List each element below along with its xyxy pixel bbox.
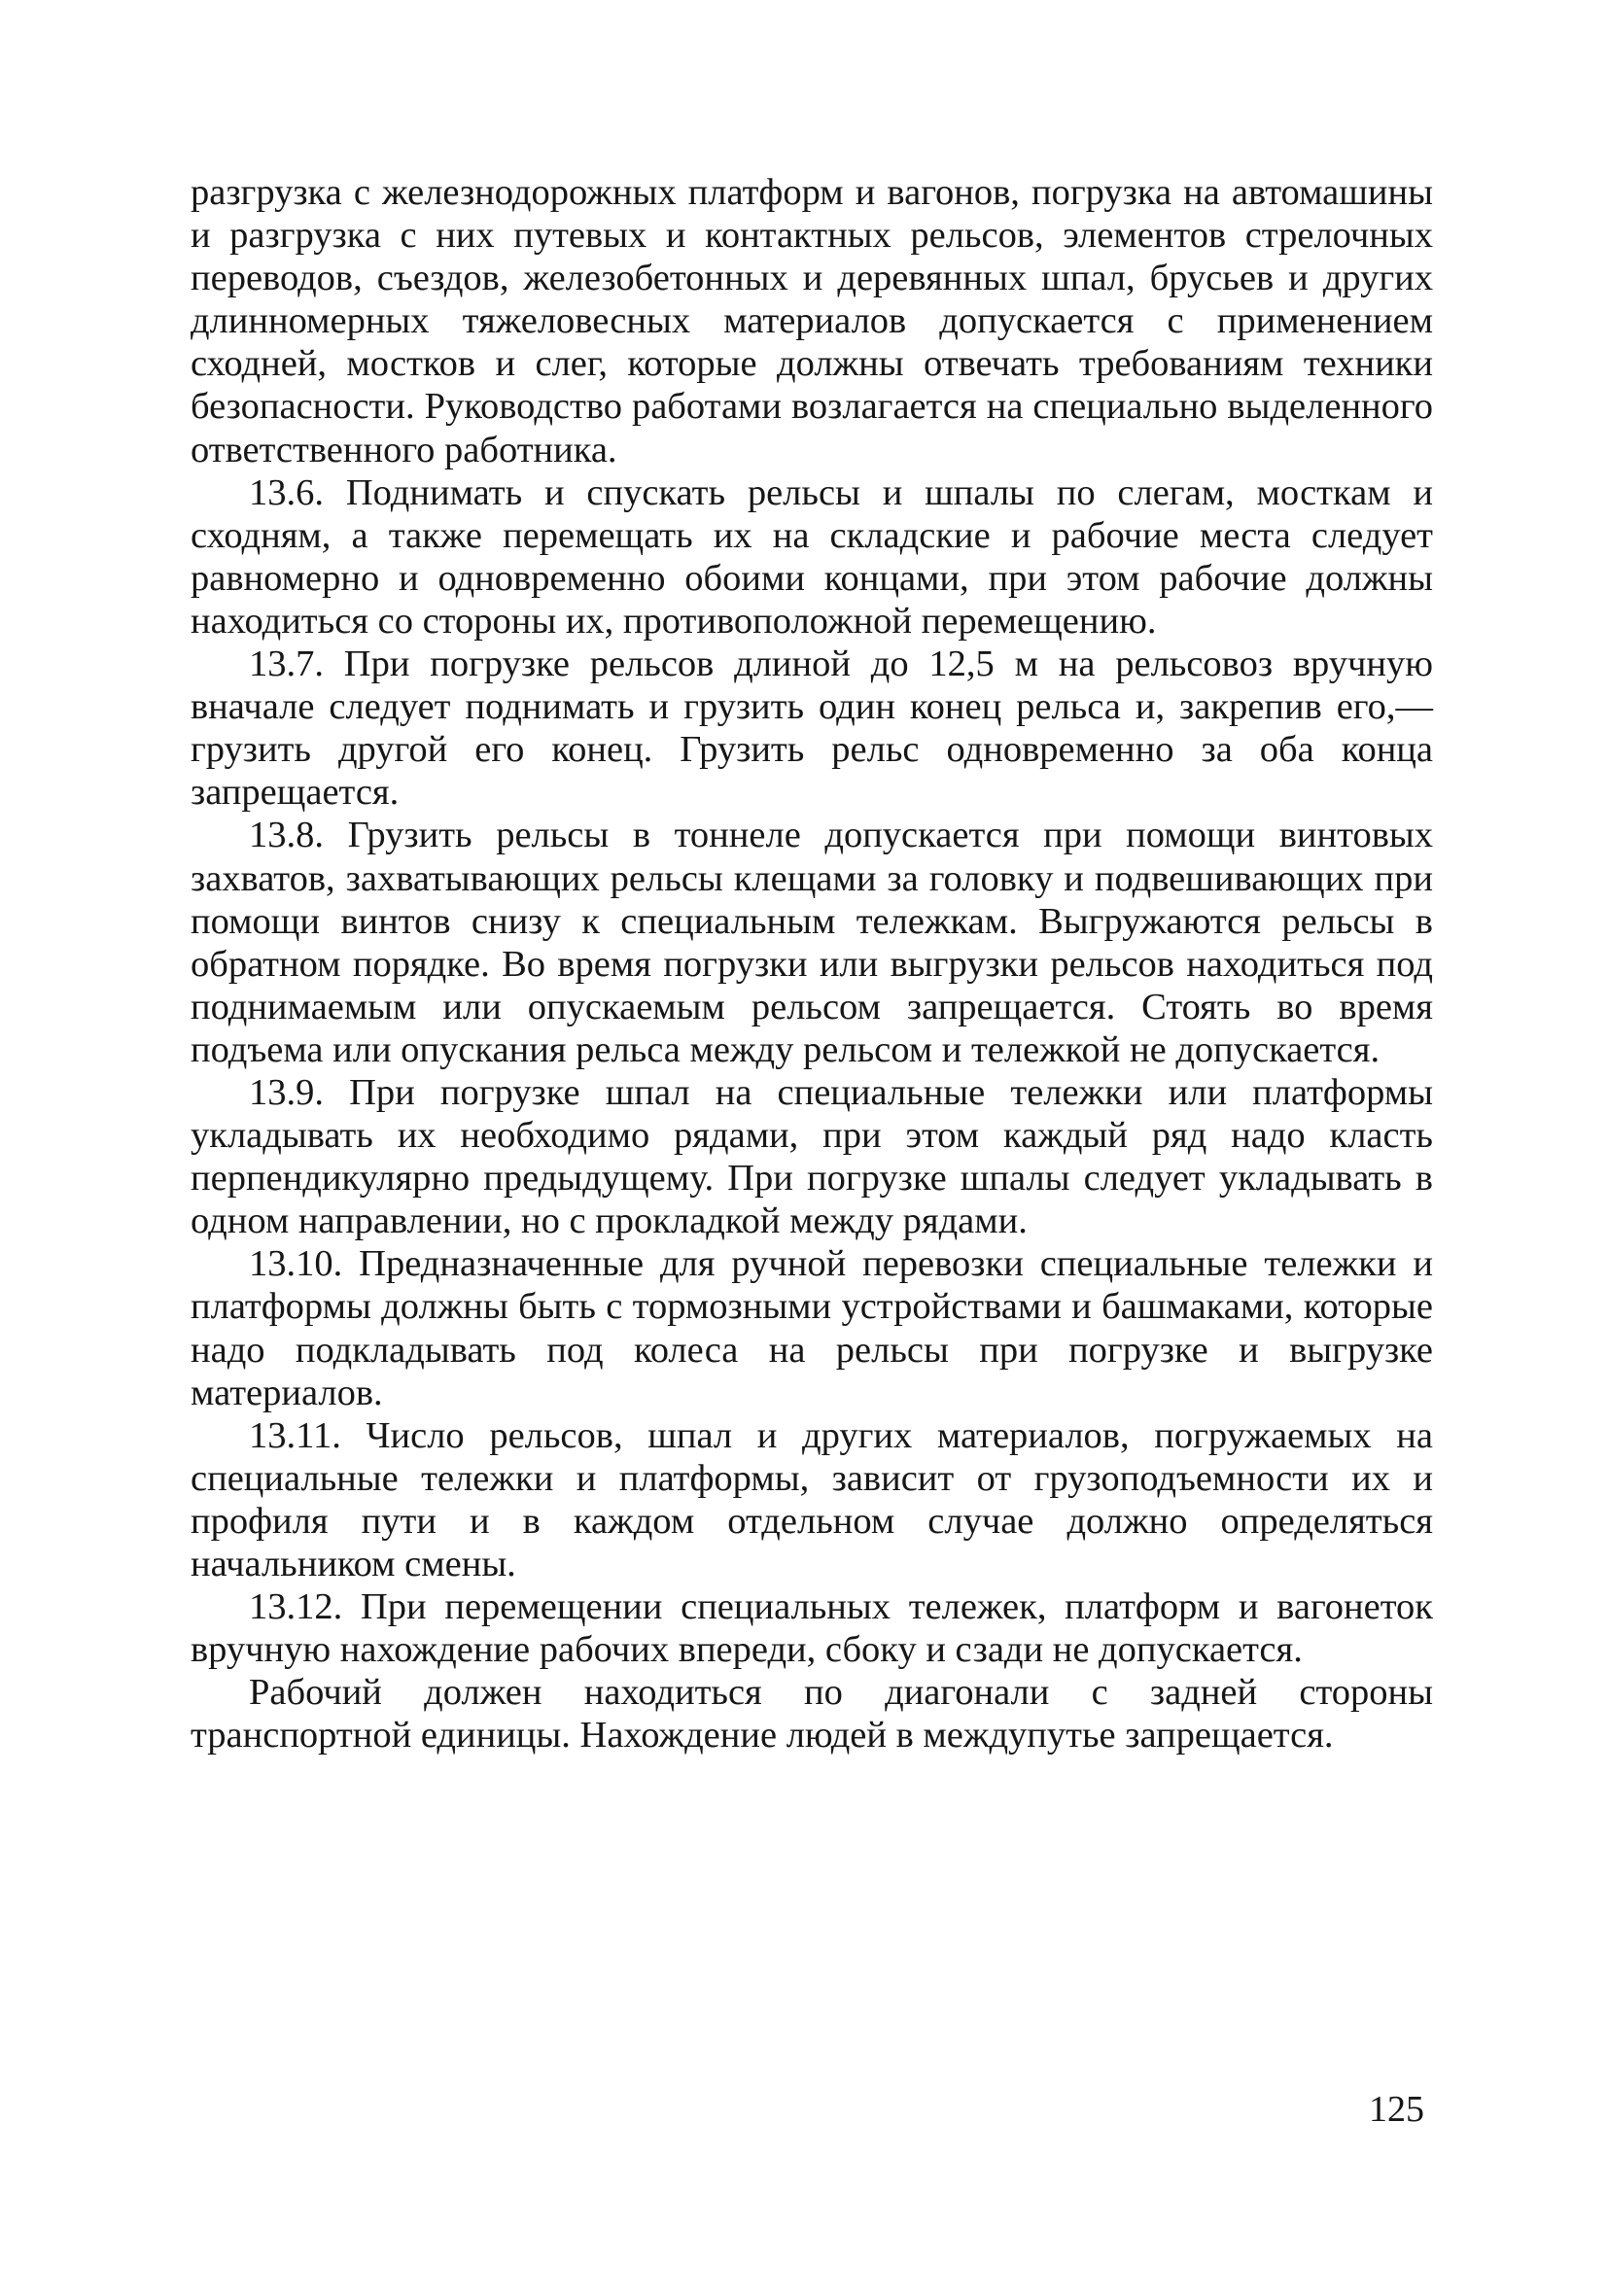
paragraph-13-10: 13.10. Предназначенные для ручной перевозки специальные тележки и платформы должны быть с тормозными устройствами и башмаками, которые надо подкладывать под колеса на рельсы при погрузке и выгрузке материалов. — [191, 1243, 1433, 1413]
page-number: 125 — [1369, 2089, 1424, 2130]
paragraph-worker-position: Рабочий должен находиться по диагонали с задней стороны транспортной единицы. Нахождение людей в междупутье запрещается. — [191, 1672, 1433, 1757]
paragraph-13-8: 13.8. Грузить рельсы в тоннеле допускается при помощи винтовых захватов, захватывающих рельсы клещами за головку и подвешивающих при помощи винтов снизу к специальным тележкам. Выгружаются рельсы в обратном порядке. Во время погрузки или выгрузки рельсов находиться под поднимаемым или опускаемым рельсом запрещается. Стоять во время подъема или опускания рельса между рельсом и тележкой не допускается. — [191, 815, 1433, 1070]
body-text — [191, 171, 1433, 1757]
paragraph-13-7: 13.7. При погрузке рельсов длиной до 12,5 м на рельсовоз вручную вначале следует поднимать и грузить один конец рельса и, закрепив его,—грузить другой его конец. Грузить рельс одновременно за оба конца запрещается. — [191, 644, 1433, 814]
paragraph-13-12: 13.12. При перемещении специальных тележек, платформ и вагонеток вручную нахождение рабочих впереди, сбоку и сзади не допускается. — [191, 1586, 1433, 1671]
paragraph-13-9: 13.9. При погрузке шпал на специальные тележки или платформы укладывать их необходимо рядами, при этом каждый ряд надо класть перпендикулярно предыдущему. При погрузке шпалы следует укладывать в одном направлении, но с прокладкой между рядами. — [191, 1071, 1433, 1242]
paragraph-13-6: 13.6. Поднимать и спускать рельсы и шпалы по слегам, мосткам и сходням, а также перемещать их на складские и рабочие места следует равномерно и одновременно обоими концами, при этом рабочие должны находиться со стороны их, противоположной перемещению. — [191, 471, 1433, 642]
paragraph-13-11: 13.11. Число рельсов, шпал и других материалов, погружаемых на специальные тележки и платформы, зависит от грузоподъемности их и профиля пути и в каждом отдельном случае должно определяться начальником смены. — [191, 1414, 1433, 1584]
paragraph-continuation: разгрузка с железнодорожных платформ и вагонов, погрузка на автомашины и разгрузка с них путевых и контактных рельсов, элементов стрелочных переводов, съездов, железобетонных и деревянных шпал, брусьев и других длинномерных тяжеловесных материалов допускается с применением сходней, мостков и слег, которые должны отвечать требованиям техники безопасности. Руководство работами возлагается на специально выделенного ответственного работника. — [191, 172, 1433, 470]
